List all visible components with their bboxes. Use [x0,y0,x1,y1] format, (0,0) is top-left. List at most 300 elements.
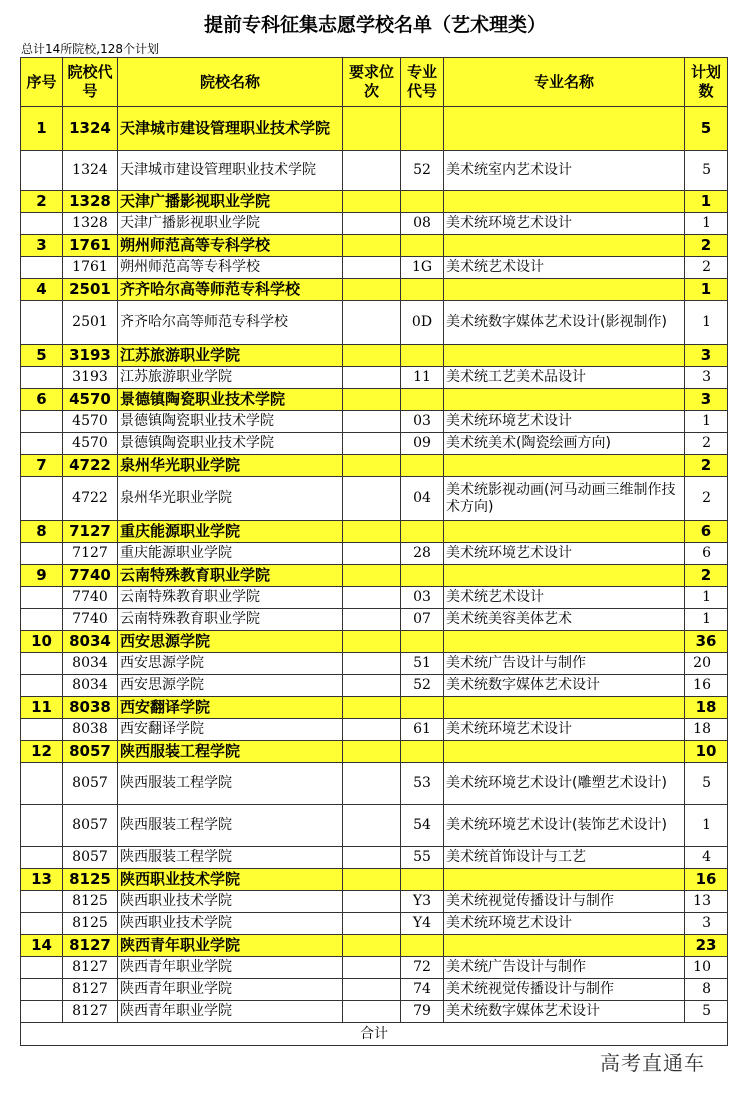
group-school-code: 8125 [63,869,118,891]
row-major-code: Y4 [401,913,444,935]
row-school-code: 7740 [63,587,118,609]
row-plan: 1 [685,609,728,631]
row-plan: 20 [685,653,728,675]
group-major-code [401,741,444,763]
row-major-name: 美术统数字媒体艺术设计 [444,1001,685,1023]
group-seq: 5 [21,345,63,367]
school-group-row [21,697,728,719]
group-plan: 3 [685,389,728,411]
group-school-name: 齐齐哈尔高等师范专科学校 [118,279,343,301]
major-row [21,213,728,235]
row-school-code: 7740 [63,609,118,631]
row-requirement [343,609,401,631]
group-major-code [401,235,444,257]
group-plan: 5 [685,107,728,151]
row-school-name: 西安思源学院 [118,653,343,675]
major-row [21,151,728,191]
row-seq [21,913,63,935]
group-major-name [444,235,685,257]
group-plan: 2 [685,455,728,477]
group-school-name: 陕西青年职业学院 [118,935,343,957]
total-row [21,1023,728,1046]
row-school-code: 8057 [63,763,118,805]
row-seq [21,891,63,913]
row-seq [21,609,63,631]
group-major-code [401,345,444,367]
row-major-code: 28 [401,543,444,565]
row-major-name: 美术统工艺美术品设计 [444,367,685,389]
row-major-code: 08 [401,213,444,235]
row-plan: 13 [685,891,728,913]
group-major-code [401,935,444,957]
row-school-code: 8057 [63,805,118,847]
row-requirement [343,979,401,1001]
row-plan: 5 [685,151,728,191]
group-major-code [401,565,444,587]
group-school-name: 重庆能源职业学院 [118,521,343,543]
group-school-name: 天津城市建设管理职业技术学院 [118,107,343,151]
row-major-name: 美术统数字媒体艺术设计 [444,675,685,697]
group-major-code [401,697,444,719]
group-seq: 2 [21,191,63,213]
group-plan: 36 [685,631,728,653]
group-plan: 2 [685,565,728,587]
row-major-code: 1G [401,257,444,279]
group-seq: 8 [21,521,63,543]
group-school-code: 8127 [63,935,118,957]
row-major-code: 11 [401,367,444,389]
row-school-name: 景德镇陶瓷职业技术学院 [118,433,343,455]
group-major-name [444,389,685,411]
row-requirement [343,805,401,847]
row-major-code: 03 [401,411,444,433]
row-school-code: 1761 [63,257,118,279]
group-school-code: 2501 [63,279,118,301]
row-requirement [343,367,401,389]
group-seq: 11 [21,697,63,719]
group-seq: 7 [21,455,63,477]
row-plan: 16 [685,675,728,697]
row-major-code: Y3 [401,891,444,913]
row-school-name: 江苏旅游职业学院 [118,367,343,389]
row-major-code: 79 [401,1001,444,1023]
group-major-name [444,279,685,301]
major-row [21,587,728,609]
group-school-code: 3193 [63,345,118,367]
row-major-code: 51 [401,653,444,675]
group-requirement [343,279,401,301]
row-school-code: 4570 [63,433,118,455]
row-school-code: 3193 [63,367,118,389]
row-plan: 2 [685,257,728,279]
school-group-row [21,389,728,411]
row-school-code: 1328 [63,213,118,235]
row-major-name: 美术统艺术设计 [444,257,685,279]
school-group-row [21,869,728,891]
row-major-code: 54 [401,805,444,847]
row-major-code: 53 [401,763,444,805]
group-requirement [343,521,401,543]
major-row [21,979,728,1001]
row-seq [21,587,63,609]
group-requirement [343,935,401,957]
group-major-code [401,107,444,151]
row-requirement [343,719,401,741]
group-school-name: 朔州师范高等专科学校 [118,235,343,257]
major-row [21,891,728,913]
major-row [21,609,728,631]
row-seq [21,979,63,1001]
group-plan: 23 [685,935,728,957]
school-group-row [21,235,728,257]
group-school-code: 8038 [63,697,118,719]
table-body [21,107,728,1023]
row-major-name: 美术统影视动画(河马动画三维制作技术方向) [444,477,685,521]
group-requirement [343,191,401,213]
major-row [21,257,728,279]
group-school-code: 7127 [63,521,118,543]
row-school-name: 陕西职业技术学院 [118,891,343,913]
group-seq: 14 [21,935,63,957]
row-seq [21,257,63,279]
row-seq [21,847,63,869]
row-school-name: 云南特殊教育职业学院 [118,609,343,631]
group-requirement [343,697,401,719]
row-school-name: 重庆能源职业学院 [118,543,343,565]
group-seq: 9 [21,565,63,587]
row-school-code: 4722 [63,477,118,521]
row-plan: 2 [685,433,728,455]
major-row [21,847,728,869]
row-plan: 1 [685,301,728,345]
major-row [21,763,728,805]
group-plan: 1 [685,279,728,301]
row-plan: 1 [685,805,728,847]
group-school-name: 泉州华光职业学院 [118,455,343,477]
group-major-name [444,741,685,763]
row-school-code: 8127 [63,957,118,979]
row-school-code: 8057 [63,847,118,869]
group-plan: 10 [685,741,728,763]
row-plan: 4 [685,847,728,869]
group-school-name: 西安思源学院 [118,631,343,653]
major-row [21,805,728,847]
row-requirement [343,587,401,609]
row-seq [21,151,63,191]
major-row [21,301,728,345]
group-requirement [343,107,401,151]
major-row [21,957,728,979]
row-plan: 6 [685,543,728,565]
group-school-name: 江苏旅游职业学院 [118,345,343,367]
row-school-name: 陕西服装工程学院 [118,805,343,847]
row-seq [21,763,63,805]
group-seq: 1 [21,107,63,151]
row-school-code: 2501 [63,301,118,345]
row-requirement [343,913,401,935]
row-major-name: 美术统首饰设计与工艺 [444,847,685,869]
header-plan: 计划数 [685,58,728,107]
row-major-code: 52 [401,675,444,697]
group-seq: 4 [21,279,63,301]
group-school-code: 1328 [63,191,118,213]
major-row [21,675,728,697]
row-major-name: 美术统数字媒体艺术设计(影视制作) [444,301,685,345]
row-major-name: 美术统环境艺术设计 [444,913,685,935]
group-school-code: 7740 [63,565,118,587]
group-major-code [401,279,444,301]
group-major-code [401,455,444,477]
row-seq [21,477,63,521]
header-requirement: 要求位次 [343,58,401,107]
group-school-name: 西安翻译学院 [118,697,343,719]
group-major-name [444,191,685,213]
school-group-row [21,631,728,653]
row-school-name: 景德镇陶瓷职业技术学院 [118,411,343,433]
group-school-code: 1761 [63,235,118,257]
row-major-name: 美术统美术(陶瓷绘画方向) [444,433,685,455]
major-row [21,653,728,675]
group-major-name [444,935,685,957]
group-requirement [343,741,401,763]
group-major-name [444,107,685,151]
group-plan: 6 [685,521,728,543]
school-group-row [21,191,728,213]
row-requirement [343,891,401,913]
group-plan: 18 [685,697,728,719]
major-row [21,433,728,455]
row-requirement [343,957,401,979]
group-seq: 3 [21,235,63,257]
group-requirement [343,345,401,367]
row-seq [21,805,63,847]
row-seq [21,543,63,565]
group-requirement [343,565,401,587]
row-school-code: 7127 [63,543,118,565]
row-seq [21,675,63,697]
row-major-name: 美术统广告设计与制作 [444,957,685,979]
group-school-name: 天津广播影视职业学院 [118,191,343,213]
group-seq: 13 [21,869,63,891]
row-school-code: 1324 [63,151,118,191]
header-major-code: 专业代号 [401,58,444,107]
row-requirement [343,151,401,191]
page-title: 提前专科征集志愿学校名单（艺术理类） [203,14,546,36]
group-plan: 2 [685,235,728,257]
watermark-text: 高考直通车 [600,1051,705,1075]
group-school-code: 8034 [63,631,118,653]
group-school-name: 陕西职业技术学院 [118,869,343,891]
group-seq: 12 [21,741,63,763]
group-major-code [401,631,444,653]
row-major-code: 04 [401,477,444,521]
row-seq [21,301,63,345]
row-major-name: 美术统广告设计与制作 [444,653,685,675]
row-major-code: 03 [401,587,444,609]
header-seq: 序号 [21,58,63,107]
row-school-name: 天津城市建设管理职业技术学院 [118,151,343,191]
group-major-name [444,869,685,891]
row-school-name: 陕西青年职业学院 [118,979,343,1001]
group-school-code: 1324 [63,107,118,151]
row-seq [21,719,63,741]
group-school-code: 4722 [63,455,118,477]
row-major-code: 55 [401,847,444,869]
row-plan: 2 [685,477,728,521]
row-requirement [343,301,401,345]
row-major-code: 72 [401,957,444,979]
row-school-code: 4570 [63,411,118,433]
row-requirement [343,477,401,521]
header-school-name: 院校名称 [118,58,343,107]
table-header-row [21,58,728,107]
row-major-name: 美术统艺术设计 [444,587,685,609]
total-label: 合计 [21,1023,728,1046]
row-school-code: 8125 [63,913,118,935]
row-plan: 8 [685,979,728,1001]
row-major-code: 52 [401,151,444,191]
row-seq [21,433,63,455]
row-major-name: 美术统视觉传播设计与制作 [444,891,685,913]
group-school-code: 8057 [63,741,118,763]
row-school-name: 陕西青年职业学院 [118,1001,343,1023]
group-requirement [343,389,401,411]
group-major-name [444,697,685,719]
row-requirement [343,763,401,805]
row-requirement [343,411,401,433]
school-list-table [20,57,728,1046]
school-group-row [21,935,728,957]
row-requirement [343,1001,401,1023]
row-seq [21,1001,63,1023]
row-major-code: 0D [401,301,444,345]
row-requirement [343,433,401,455]
row-major-name: 美术统环境艺术设计 [444,543,685,565]
row-seq [21,957,63,979]
group-requirement [343,235,401,257]
school-group-row [21,279,728,301]
row-requirement [343,847,401,869]
row-school-name: 天津广播影视职业学院 [118,213,343,235]
group-school-name: 景德镇陶瓷职业技术学院 [118,389,343,411]
row-major-code: 09 [401,433,444,455]
major-row [21,913,728,935]
row-plan: 5 [685,763,728,805]
school-group-row [21,455,728,477]
group-plan: 1 [685,191,728,213]
group-seq: 10 [21,631,63,653]
major-row [21,367,728,389]
group-seq: 6 [21,389,63,411]
row-major-code: 74 [401,979,444,1001]
row-major-name: 美术统美容美体艺术 [444,609,685,631]
row-requirement [343,257,401,279]
major-row [21,477,728,521]
group-plan: 16 [685,869,728,891]
row-major-name: 美术统环境艺术设计 [444,213,685,235]
header-school-code: 院校代号 [63,58,118,107]
row-seq [21,213,63,235]
row-school-name: 泉州华光职业学院 [118,477,343,521]
row-school-code: 8038 [63,719,118,741]
school-group-row [21,741,728,763]
row-plan: 10 [685,957,728,979]
row-school-name: 朔州师范高等专科学校 [118,257,343,279]
row-school-name: 陕西职业技术学院 [118,913,343,935]
group-major-name [444,521,685,543]
row-school-name: 云南特殊教育职业学院 [118,587,343,609]
school-group-row [21,565,728,587]
group-major-name [444,631,685,653]
group-major-code [401,521,444,543]
row-major-code: 07 [401,609,444,631]
row-school-name: 西安思源学院 [118,675,343,697]
row-school-code: 8034 [63,653,118,675]
row-major-name: 美术统视觉传播设计与制作 [444,979,685,1001]
row-school-name: 陕西服装工程学院 [118,847,343,869]
row-school-name: 陕西服装工程学院 [118,763,343,805]
row-major-name: 美术统环境艺术设计(装饰艺术设计) [444,805,685,847]
major-row [21,719,728,741]
row-seq [21,653,63,675]
school-group-row [21,521,728,543]
major-row [21,411,728,433]
group-requirement [343,869,401,891]
group-major-name [444,455,685,477]
row-major-name: 美术统环境艺术设计 [444,719,685,741]
group-requirement [343,631,401,653]
group-major-code [401,389,444,411]
row-major-name: 美术统室内艺术设计 [444,151,685,191]
group-major-code [401,869,444,891]
group-major-name [444,565,685,587]
school-group-row [21,107,728,151]
row-school-code: 8127 [63,979,118,1001]
summary-text: 总计14所院校,128个计划 [21,42,159,56]
major-row [21,1001,728,1023]
row-school-code: 8125 [63,891,118,913]
group-major-name [444,345,685,367]
group-plan: 3 [685,345,728,367]
row-requirement [343,543,401,565]
row-plan: 1 [685,213,728,235]
row-major-name: 美术统环境艺术设计(雕塑艺术设计) [444,763,685,805]
row-plan: 5 [685,1001,728,1023]
group-school-name: 云南特殊教育职业学院 [118,565,343,587]
row-seq [21,411,63,433]
row-major-name: 美术统环境艺术设计 [444,411,685,433]
group-school-code: 4570 [63,389,118,411]
group-requirement [343,455,401,477]
row-school-code: 8034 [63,675,118,697]
major-row [21,543,728,565]
row-requirement [343,675,401,697]
row-requirement [343,653,401,675]
row-requirement [343,213,401,235]
row-plan: 1 [685,587,728,609]
row-plan: 18 [685,719,728,741]
group-school-name: 陕西服装工程学院 [118,741,343,763]
school-group-row [21,345,728,367]
row-seq [21,367,63,389]
row-plan: 1 [685,411,728,433]
group-major-code [401,191,444,213]
row-school-name: 西安翻译学院 [118,719,343,741]
row-school-name: 陕西青年职业学院 [118,957,343,979]
row-major-code: 61 [401,719,444,741]
row-school-name: 齐齐哈尔高等师范专科学校 [118,301,343,345]
row-plan: 3 [685,913,728,935]
